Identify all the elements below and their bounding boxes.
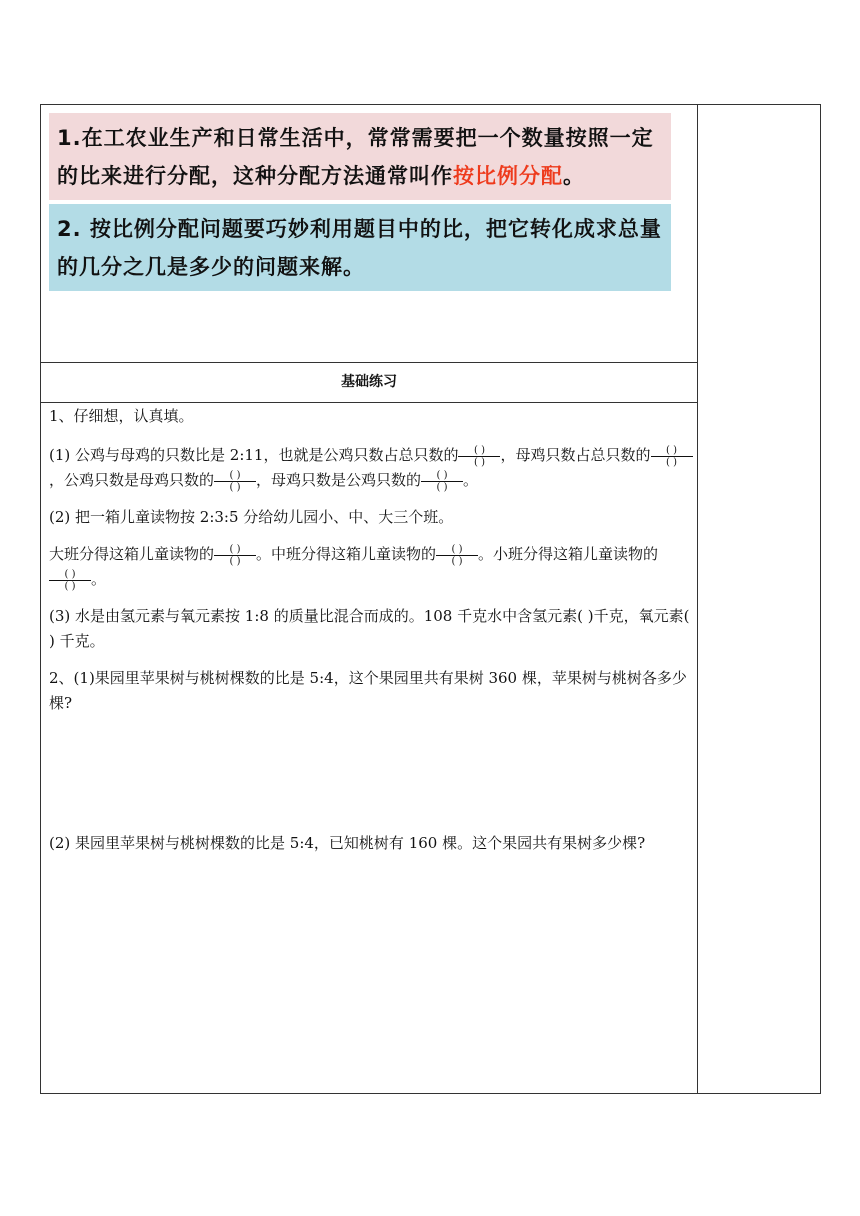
fraction-blank[interactable]: $\frac{( )}{( )}$ [651,445,693,468]
question-1-part-1: (1) 公鸡与母鸡的只数比是 2:11，也就是公鸡只数占总只数的 $\frac{( )}{( )}$ ，母鸡只数占总只数的 $\frac{( )}{( )}$ ，公鸡只数是母鸡只数的 $\frac{( )}{( )}$ ，母鸡只数是公鸡只数的 $\frac{( )}{( )}$ 。 [49,443,693,493]
fraction-blank[interactable]: $\frac{( )}{( )}$ [421,470,463,493]
fraction-blank[interactable]: $\frac{( )}{( )}$ [214,544,256,567]
fraction-blank[interactable]: $\frac{( )}{( )}$ [436,544,478,567]
question-2-part-1: 2、(1)果园里苹果树与桃树棵数的比是 5:4，这个果园里共有果树 360 棵，苹果树与桃树各多少棵? [49,669,687,712]
fraction-blank[interactable]: $\frac{( )}{( )}$ [49,569,91,592]
question-1-part-2: 大班分得这箱儿童读物的 $\frac{( )}{( )}$ 。中班分得这箱儿童读物的 $\frac{( )}{( )}$ 。小班分得这箱儿童读物的 $\frac{( )}{( )}$ 。 [49,543,659,592]
highlight-term: 按比例分配 [453,164,563,188]
question-1-part-3: (3) 水是由氢元素与氧元素按 1:8 的质量比混合而成的。108 千克水中含氢元素( )千克，氧元素( ) 千克。 [49,607,690,650]
exercise-content [49,401,693,856]
question-2-part-2: (2) 果园里苹果树与桃树棵数的比是 5:4，已知桃树有 160 棵。这个果园共有果树多少棵? [49,834,646,852]
fraction-blank[interactable]: $\frac{( )}{( )}$ [458,445,500,468]
summary-point-2: 2. 按比例分配问题要巧妙利用题目中的比，把它转化成求总量的几分之几是多少的问题来解。 [49,204,671,291]
table-column-divider [697,105,698,1093]
summary-point-1: 1.在工农业生产和日常生活中，常常需要把一个数量按照一定的比来进行分配，这种分配方法通常叫作按比例分配。 [49,113,671,200]
fraction-blank[interactable]: $\frac{( )}{( )}$ [214,470,256,493]
question-1-heading: 1、仔细想，认真填。 [49,407,194,425]
worksheet-table [40,104,821,1094]
knowledge-summary [49,113,671,291]
question-1-part-2-intro: (2) 把一箱儿童读物按 2:3:5 分给幼儿园小、中、大三个班。 [49,508,454,526]
section-title: 基础练习 [341,374,397,390]
